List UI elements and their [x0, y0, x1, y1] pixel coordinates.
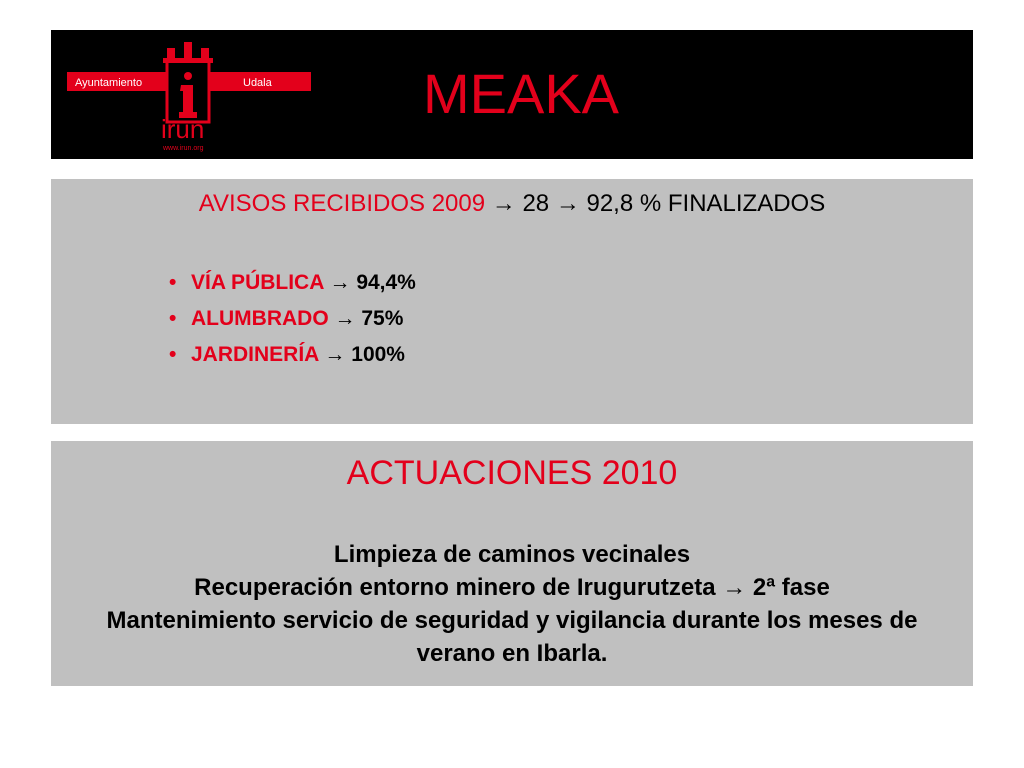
- bullet: •: [169, 307, 177, 330]
- actuaciones-title: ACTUACIONES 2010: [346, 454, 678, 492]
- category-value: 94,4%: [356, 271, 416, 294]
- category-label: JARDINERÍA: [191, 343, 319, 366]
- category-label: ALUMBRADO: [191, 307, 329, 330]
- bullet: •: [169, 271, 177, 294]
- avisos-result: 92,8 % FINALIZADOS: [586, 190, 826, 217]
- logo-wordmark: irun: [161, 114, 205, 144]
- avisos-panel: [51, 179, 973, 424]
- actuacion-line: Recuperación entorno minero de Irugurutzeta → 2ª fase: [194, 574, 830, 601]
- list-item: [169, 301, 416, 337]
- logo-right-label: Udala: [243, 77, 272, 89]
- category-value: 100%: [351, 343, 405, 366]
- category-list: [169, 265, 416, 373]
- logo-left-label: Ayuntamiento: [75, 77, 143, 89]
- irun-logo: [67, 40, 311, 154]
- actuacion-line: Limpieza de caminos vecinales: [333, 541, 691, 568]
- actuacion-line: Mantenimiento servicio de seguridad y vigilancia durante los meses de verano en Ibarla.: [106, 607, 918, 667]
- actuaciones-panel: [51, 441, 973, 686]
- arrow: →: [334, 307, 356, 330]
- avisos-label: AVISOS RECIBIDOS 2009: [198, 190, 486, 217]
- arrow: →: [329, 271, 351, 294]
- header-banner: [51, 30, 973, 159]
- arrow: →: [324, 343, 346, 366]
- arrow-1: →: [491, 190, 516, 217]
- category-label: VÍA PÚBLICA: [191, 271, 324, 294]
- bullet: •: [169, 343, 177, 366]
- list-item: [169, 337, 416, 373]
- page-title: MEAKA: [422, 62, 620, 125]
- actuaciones-list: [71, 538, 953, 670]
- avisos-count: 28: [522, 190, 550, 217]
- list-item: [169, 265, 416, 301]
- avisos-summary: [51, 189, 973, 219]
- category-value: 75%: [361, 307, 404, 330]
- arrow-2: →: [555, 190, 580, 217]
- logo-url: www.irun.org: [163, 145, 204, 152]
- tower-emblem-icon: [163, 42, 213, 122]
